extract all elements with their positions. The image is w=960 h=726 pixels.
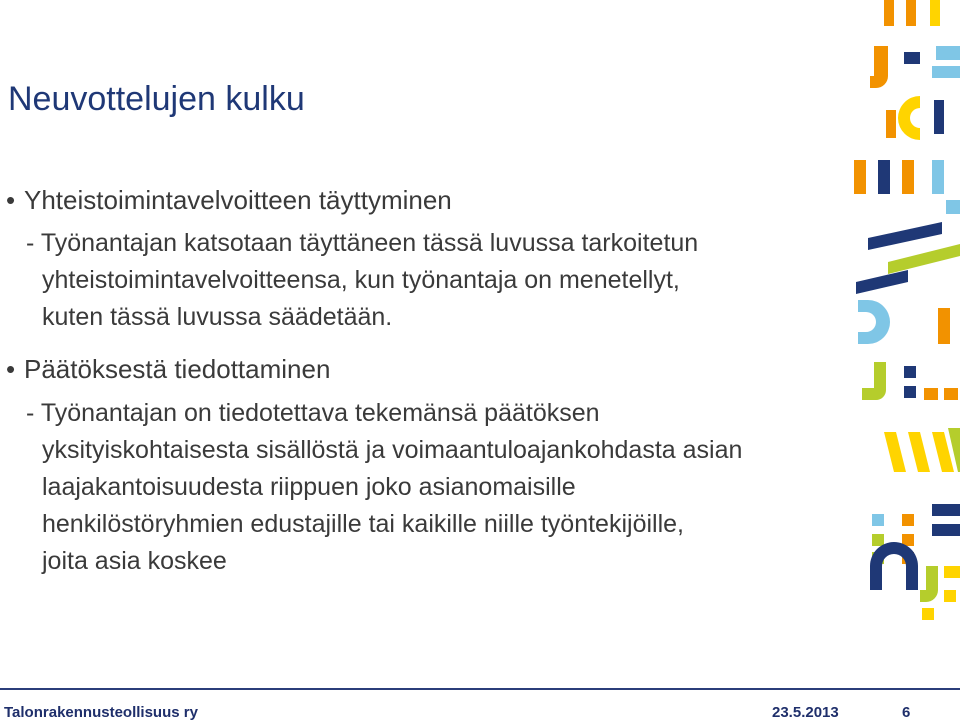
sub-line: - Työnantajan on tiedotettava tekemänsä päätöksen bbox=[26, 399, 600, 427]
sub-line: kuten tässä luvussa säädetään. bbox=[42, 303, 393, 331]
bullet-icon: • bbox=[6, 354, 16, 384]
bullet-sub-1 bbox=[26, 225, 698, 336]
bullet-heading-1 bbox=[6, 185, 452, 216]
brand-stripe-pattern-icon bbox=[848, 0, 960, 680]
bullet-heading-2 bbox=[6, 354, 330, 385]
sub-line: yksityiskohtaisesta sisällöstä ja voimaantuloajankohdasta asian bbox=[42, 436, 743, 464]
sub-line: - Työnantajan katsotaan täyttäneen tässä luvussa tarkoitetun bbox=[26, 229, 699, 257]
sub-line: joita asia koskee bbox=[42, 547, 227, 575]
bullet-icon: • bbox=[6, 185, 16, 215]
bullet-heading-text: Yhteistoimintavelvoitteen täyttyminen bbox=[24, 185, 452, 215]
slide-title: Neuvottelujen kulku bbox=[8, 80, 305, 118]
sub-line: yhteistoimintavelvoitteensa, kun työnantaja on menetellyt, bbox=[42, 266, 680, 294]
sub-line: henkilöstöryhmien edustajille tai kaikille niille työntekijöille, bbox=[42, 510, 684, 538]
footer-page-number: 6 bbox=[902, 704, 911, 721]
bullet-heading-text: Päätöksestä tiedottaminen bbox=[24, 354, 331, 384]
bullet-sub-2 bbox=[26, 395, 742, 580]
footer-divider bbox=[0, 688, 960, 690]
sub-line: laajakantoisuudesta riippuen joko asianomaisille bbox=[42, 473, 576, 501]
footer-date: 23.5.2013 bbox=[772, 704, 839, 721]
footer-organization: Talonrakennusteollisuus ry bbox=[4, 704, 198, 721]
